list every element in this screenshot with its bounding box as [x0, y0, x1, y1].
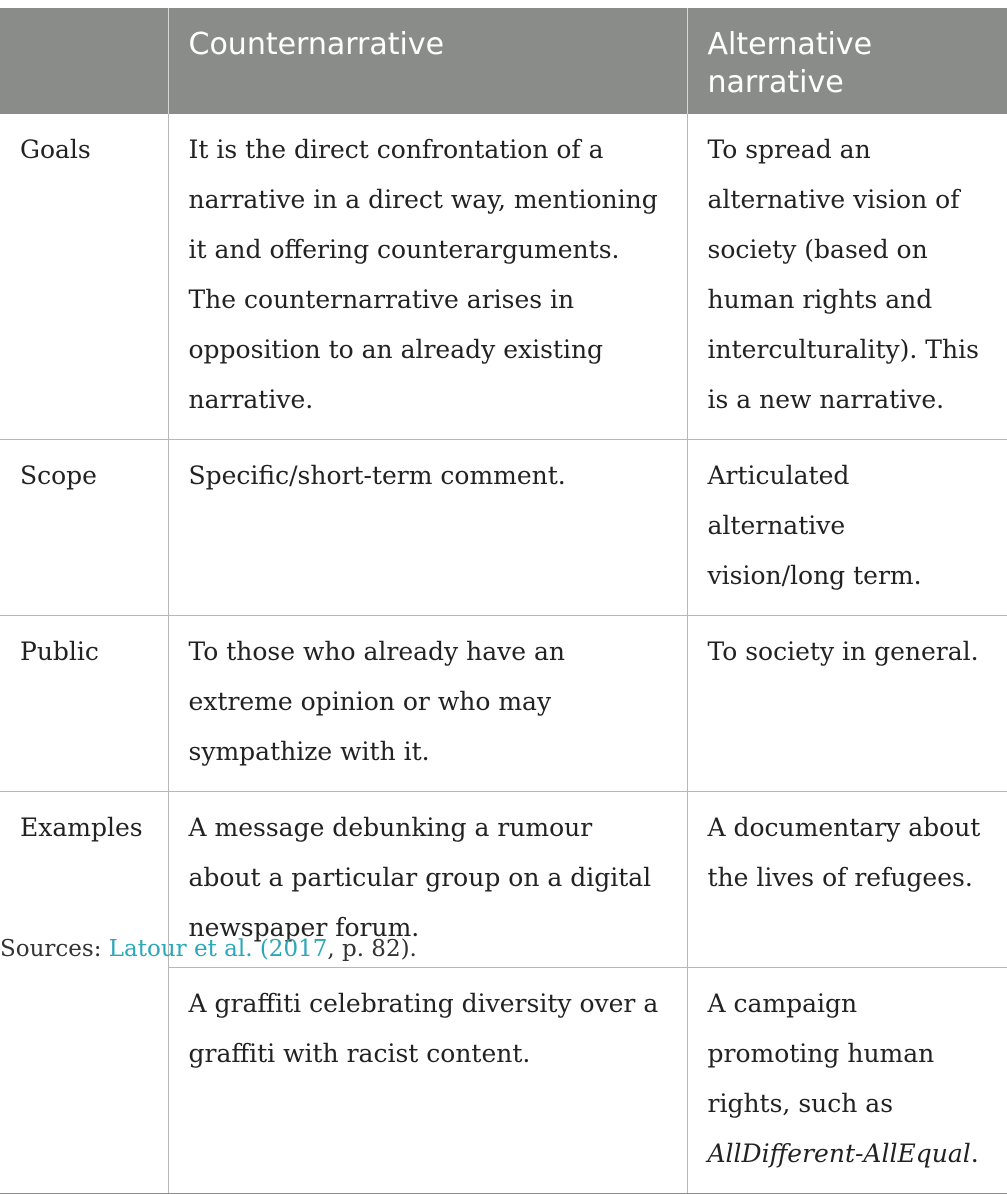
- cell-scope-alternative: Articulated alternative vision/long term.: [687, 440, 1007, 616]
- sources-prefix: Sources:: [0, 936, 109, 962]
- row-label-public: Public: [0, 616, 168, 792]
- sources-citation-link[interactable]: Latour et al. (2017: [108, 936, 328, 962]
- cell-goals-alternative: To spread an alternative vision of society (based on human rights and interculturality). This is a new narrative.: [687, 114, 1007, 440]
- cell-examples-counternarrative-1: A message debunking a rumour about a particular group on a digital newspaper forum.: [168, 792, 687, 968]
- header-cell-alternative-narrative: Alternative narrative: [687, 8, 1007, 114]
- table-row-scope: [0, 440, 1007, 616]
- cell-goals-counternarrative: It is the direct confrontation of a narrative in a direct way, mentioning it and offering counterarguments. The counternarrative arises in opposition to an already existing narrative.: [168, 114, 687, 440]
- row-label-goals: Goals: [0, 114, 168, 440]
- cell-examples-alternative-1: A documentary about the lives of refugees.: [687, 792, 1007, 968]
- table-body: [0, 114, 1007, 1194]
- cell-public-alternative: To society in general.: [687, 616, 1007, 792]
- header-cell-empty: [0, 8, 168, 114]
- table-row-public: [0, 616, 1007, 792]
- cell-public-counternarrative: To those who already have an extreme opinion or who may sympathize with it.: [168, 616, 687, 792]
- alt2-campaign-name: AllDifferent-AllEqual: [707, 1139, 971, 1168]
- row-label-scope: Scope: [0, 440, 168, 616]
- comparison-table: [0, 8, 1007, 1194]
- alt2-suffix: .: [970, 1139, 979, 1168]
- header-cell-counternarrative: Counternarrative: [168, 8, 687, 114]
- alt2-prefix: A campaign promoting human rights, such as: [707, 989, 935, 1118]
- cell-examples-counternarrative-2: A graffiti celebrating diversity over a graffiti with racist content.: [168, 968, 687, 1194]
- header-row: [0, 8, 1007, 114]
- cell-examples-alternative-2: [687, 968, 1007, 1194]
- sources-note: [0, 936, 417, 962]
- table-header: [0, 8, 1007, 114]
- table-row-goals: [0, 114, 1007, 440]
- cell-scope-counternarrative: Specific/short-term comment.: [168, 440, 687, 616]
- row-label-examples: Examples: [0, 792, 168, 1194]
- sources-suffix: , p. 82).: [327, 936, 417, 962]
